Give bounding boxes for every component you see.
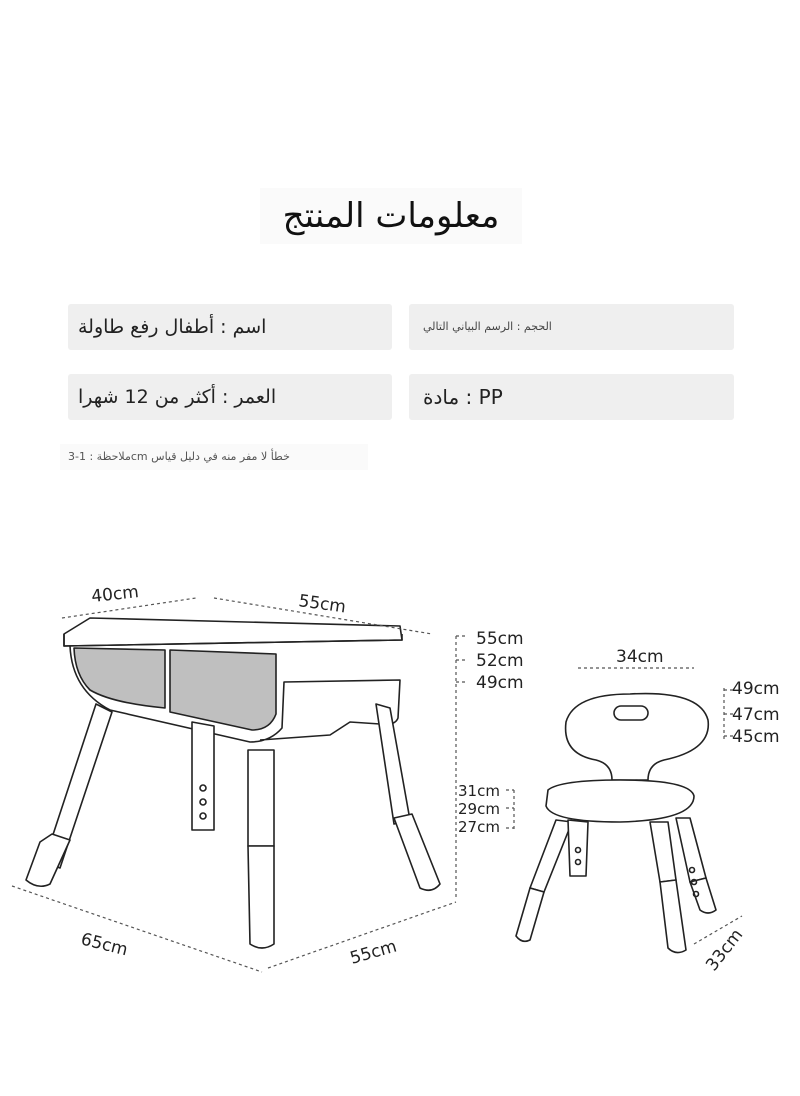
table-leg-diagonal-label: 65cm: [78, 929, 130, 961]
chair-height-min-label: 45cm: [732, 727, 780, 747]
table-width-label: 55cm: [297, 591, 348, 618]
page-title: معلومات المنتج: [260, 188, 522, 244]
table-depth-label: 40cm: [90, 582, 140, 607]
product-material-label: PP : مادة: [423, 385, 503, 409]
seat-height-min-label: 27cm: [458, 818, 500, 836]
chair-depth-label: 33cm: [702, 925, 748, 976]
table-height-max-label: 55cm: [476, 629, 524, 649]
table-drawing: [26, 618, 440, 948]
product-size-label: الحجم : الرسم البياني التالي: [423, 320, 552, 333]
chair-width-label: 34cm: [616, 647, 664, 667]
table-height-min-label: 49cm: [476, 673, 524, 693]
seat-height-mid-label: 29cm: [458, 800, 500, 818]
chair-height-max-label: 49cm: [732, 679, 780, 699]
table-leg-side-label: 55cm: [347, 936, 400, 969]
table-height-mid-label: 52cm: [476, 651, 524, 671]
product-name-label: اسم : أطفال رفع طاولة: [78, 316, 267, 338]
seat-height-max-label: 31cm: [458, 782, 500, 800]
measurement-note-text: خطأ لا مفر منه في دليل قياس cmملاحظة : 1-3: [68, 450, 290, 463]
chair-height-mid-label: 47cm: [732, 705, 780, 725]
chair-drawing: [516, 694, 716, 953]
product-age-label: العمر : أكثر من 12 شهرا: [78, 386, 277, 408]
